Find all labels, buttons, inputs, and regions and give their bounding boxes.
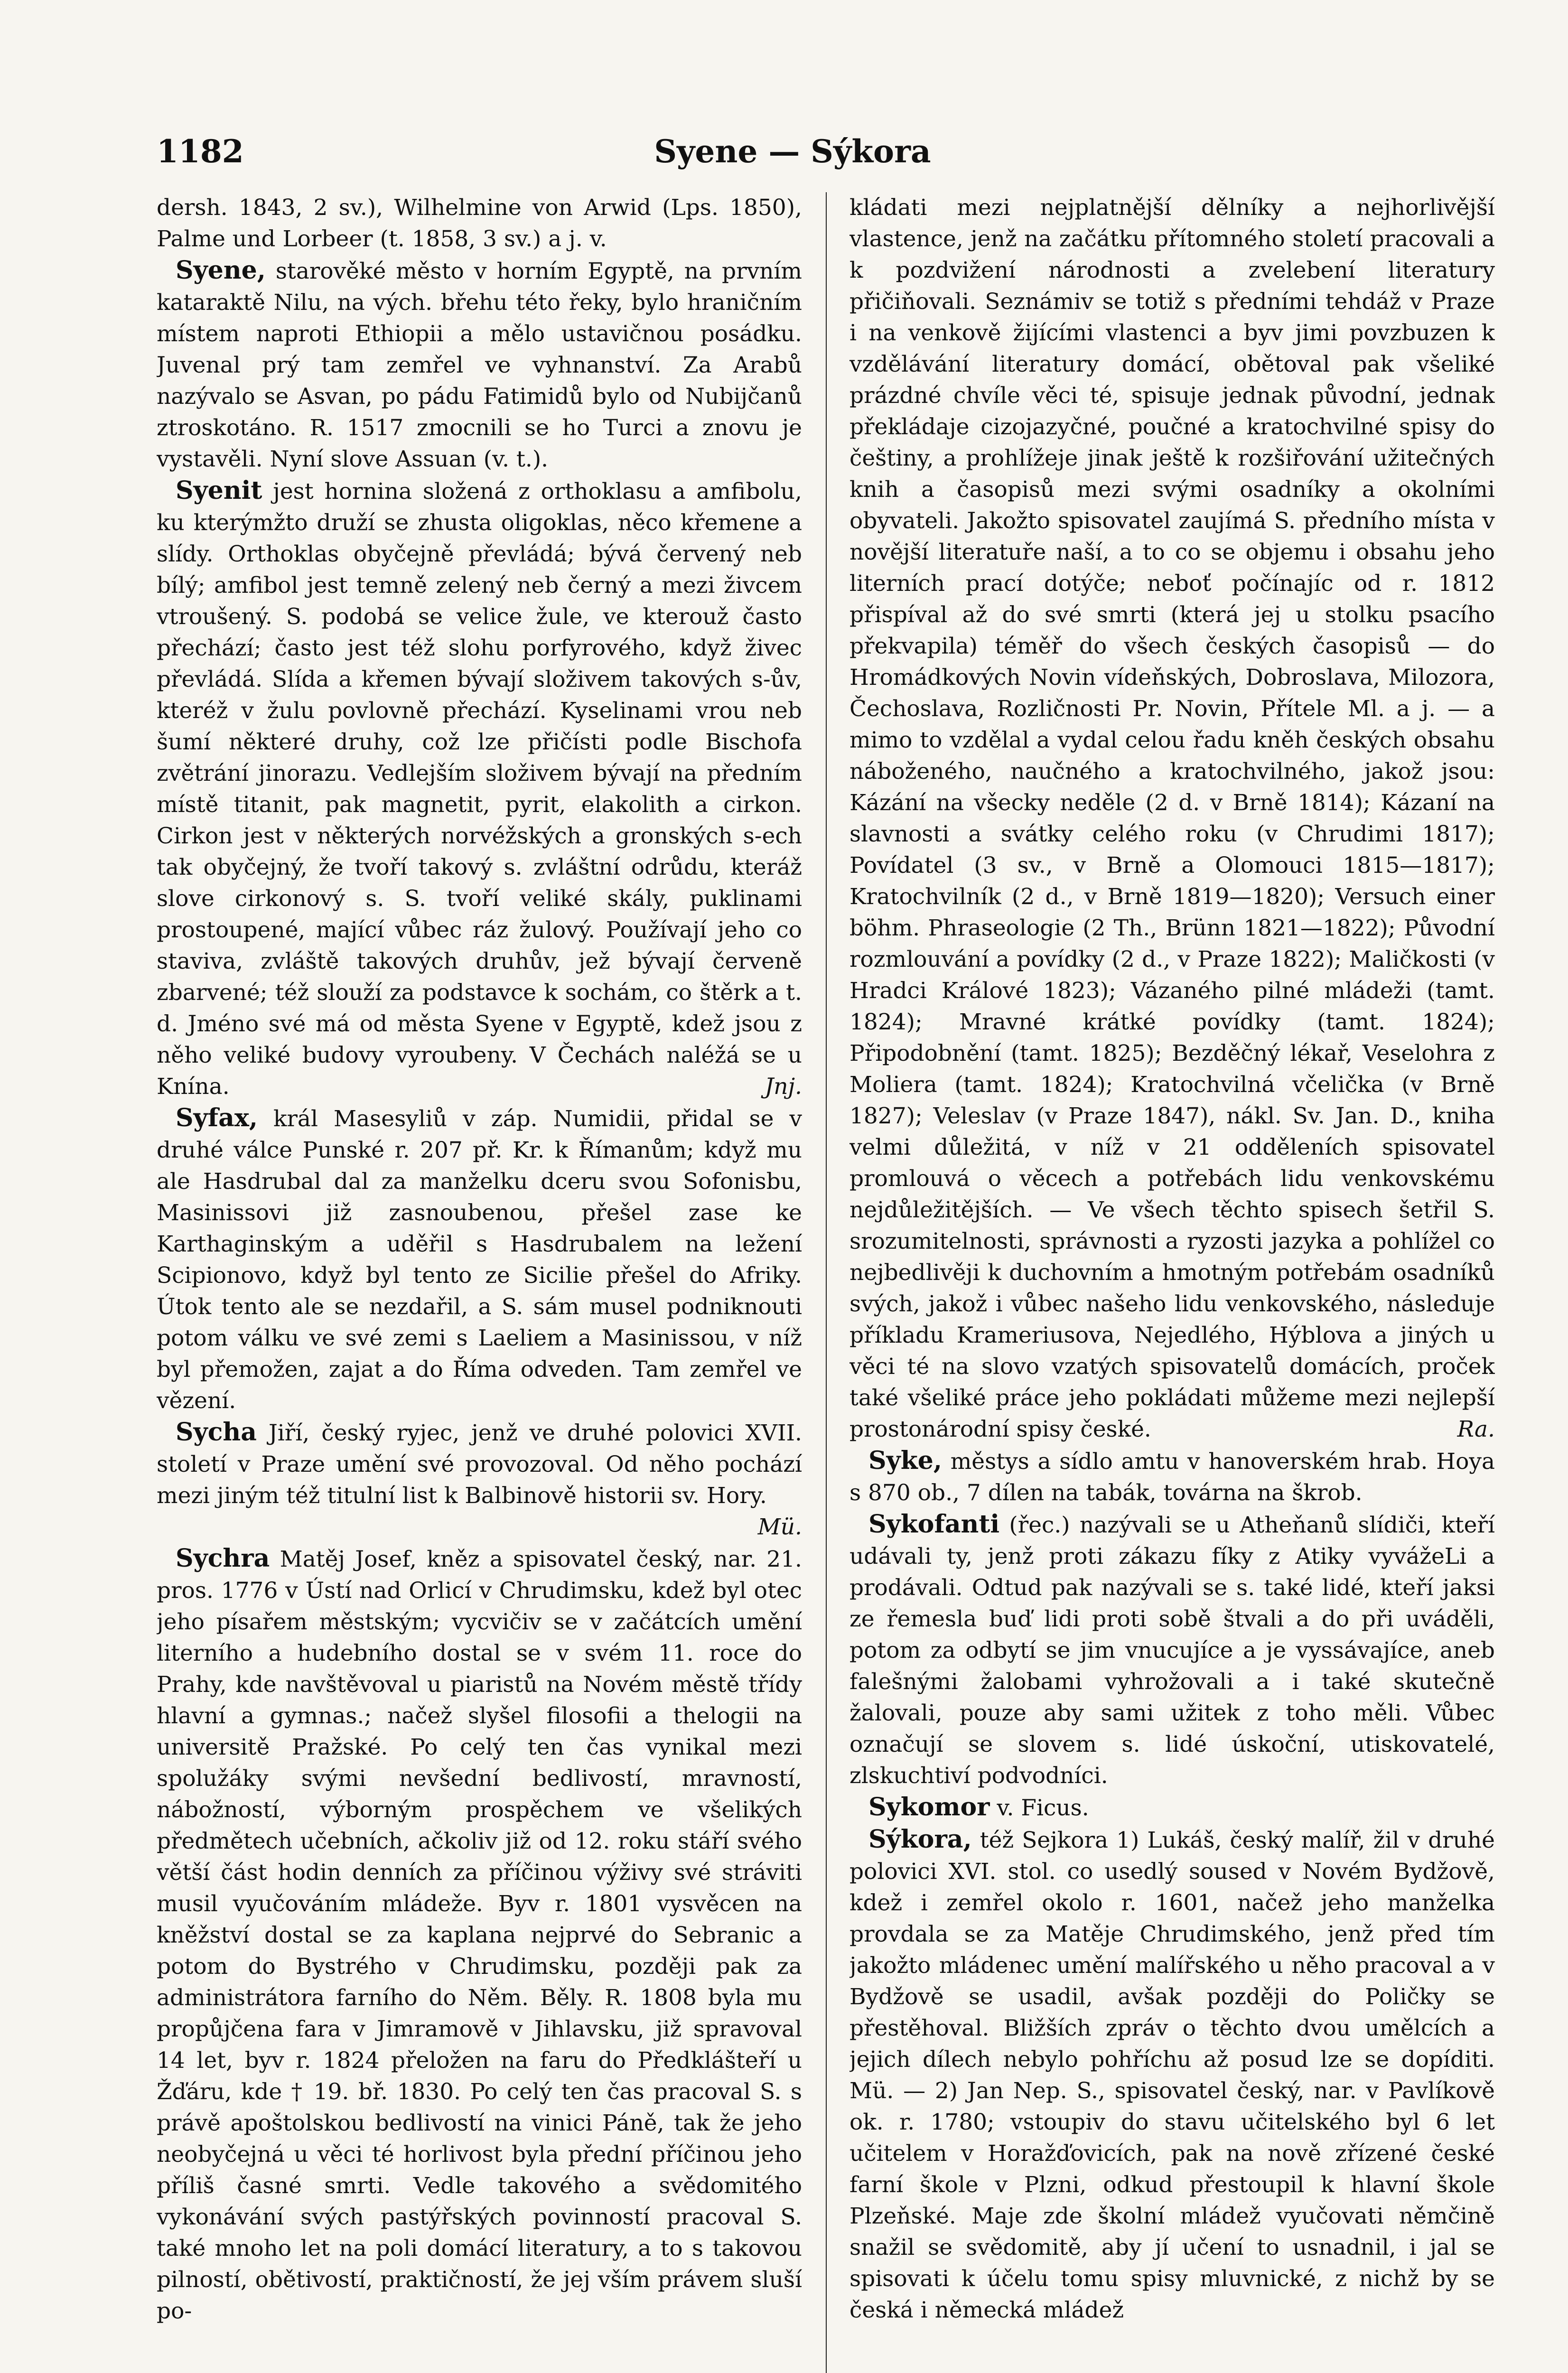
page-number: 1182 [157, 133, 244, 170]
entry-syenit [157, 475, 802, 1102]
column-divider [826, 192, 827, 2373]
entry-sycha [157, 1417, 802, 1540]
author-signature: Jnj. [765, 1074, 802, 1100]
entry-continuation [157, 192, 802, 255]
entry-headword: Syene, [176, 256, 266, 285]
running-head: Syene — Sýkora [654, 133, 931, 170]
entry-text: kládati mezi nejplatnější dělníky a nejhorlivější vlastence, jenž na začátku přítomného století pracovali a k pozdvižení národnosti a zvelebení literatury přičiňovali. Seznámiv se totiž s předními tehdáž v Praze i na venkově žijícími vlastenci a byv jimi povzbuzen k vzdělávání literatury domácí, obětoval pak všeliké prázdné chvíle věci té, spisuje jednak původní, jednak překládaje cizojazyčné, poučné a kratochvilné spisy do češtiny, a prohlížeje jinak ještě k rozšiřování užitečných knih a časopisů mezi svými osadníky a okolními obyvateli. Jakožto spisovatel zaujímá S. předního místa v novější literatuře naší, a to co se objemu i obsahu jeho literních prací dotýče; neboť počínajíc od r. 1812 přispíval až do své smrti (která jej u stolku psacího překvapila) téměř do všech českých časopisů — do Hromádkových Novin vídeňských, Dobroslava, Milozora, Čechoslava, Rozličnosti Pr. Novin, Přítele Ml. a j. — a mimo to vzdělal a vydal celou řadu kněh českých obsahu náboženého, naučného a kratochvilného, jakož jsou: Kázání na všecky neděle (2 d. v Brně 1814); Kázaní na slavnosti a svátky celého roku (v Chrudimi 1817); Povídatel (3 sv., v Brně a Olomouci 1815—1817); Kratochvilník (2 d., v Brně 1819—1820); Versuch einer böhm. Phraseologie (2 Th., Brünn 1821—1822); Původní rozmlouvání a povídky (2 d., v Praze 1822); Maličkosti (v Hradci Králové 1823); Vázaného pilné mládeži (tamt. 1824); Mravné krátké povídky (tamt. 1824); Připodobnění (tamt. 1825); Bezděčný lékař, Veselohra z Moliera (tamt. 1824); Kratochvilná včelička (v Brně 1827); Veleslav (v Praze 1847), nákl. Sv. Jan. D., kniha velmi důležitá, v níž v 21 odděleních spisovatel promlouvá o věcech a potřebách lidu venkovskému nejdůležitějších. — Ve všech těchto spisech šetřil S. srozumitelnosti, správnosti a ryzosti jazyka a pohlížel co nejbedlivěji k duchovním a hmotným potřebám osadníků svých, jakož i vůbec našeho lidu venkovského, následuje příkladu Krameriusova, Nejedlého, Hýblova a jiných u věci té na slovo vzatých spisovatelů domácích, proček také všeliké práce jeho pokládati můžeme mezi nejlepší prostonárodní spisy české. [849, 195, 1495, 1442]
author-signature: Ra. [1457, 1416, 1495, 1442]
entry-headword: Syfax, [176, 1103, 258, 1132]
entry-headword: Syke, [868, 1446, 942, 1475]
entry-headword: Sýkora, [868, 1825, 972, 1854]
entry-text: jest hornina složená z orthoklasu a amfibolu, ku kterýmžto druží se zhusta oligoklas, něco křemene a slídy. Orthoklas obyčejně převládá; bývá červený neb bílý; amfibol jest temně zelený neb černý a mezi živcem vtroušený. S. podobá se velice žule, ve kterouž často přechází; často jest též slohu porfyrového, když živec převládá. Slída a křemen bývají složivem takových s-ův, kteréž v žulu povlovně přechází. Kyselinami vrou neb šumí některé druhy, což lze přičísti podle Bischofa zvětrání jinorazu. Vedlejším složivem bývají na předním místě titanit, pak magnetit, pyrit, elakolith a cirkon. Cirkon jest v některých norvéžských a gronských s-ech tak obyčejný, že tvoří takový s. zvláštní odrůdu, kteráž slove cirkonový s. S. tvoří veliké skály, puklinami prostoupené, mající vůbec ráz žulový. Používají jeho co staviva, zvláště takových druhův, jež bývají červeně zbarvené; též slouží za podstavce k sochám, co štěrk a t. d. Jméno své má od města Syene v Egyptě, kdež jsou z něho veliké budovy vyroubeny. V Čechách naléžá se u Knína. [157, 478, 802, 1100]
entry-headword: Sykomor [868, 1793, 990, 1822]
entry-text: dersh. 1843, 2 sv.), Wilhelmine von Arwid (Lps. 1850), Palme und Lorbeer (t. 1858, 3 sv.) a j. v. [157, 195, 802, 252]
entry-text: Matěj Josef, kněz a spisovatel český, nar. 21. pros. 1776 v Ústí nad Orlicí v Chrudimsku, kdež byl otec jeho písařem městským; vycvičiv se v začátcích umění literního a hudebního dostal se v svém 11. roce do Prahy, kde navštěvoval u piaristů na Novém městě třídy hlavní a gymnas.; načež slyšel filosofii a thelogii na universitě Pražské. Po celý ten čas vynikal mezi spolužáky svými nevšední bedlivostí, mravností, nábožností, výborným prospěchem ve všelikých předmětech učebních, ačkoliv již od 12. roku stáří svého větší část hodin denních za příčinou výživy své stráviti musil vyučováním mládeže. Byv r. 1801 vysvěcen na kněžství dostal se za kaplana nejprvé do Sebranic a potom do Bystrého v Chrudimsku, později pak za administrátora farního do Něm. Běly. R. 1808 byla mu propůjčena fara v Jimramově v Jihlavsku, již spravoval 14 let, byv r. 1824 přeložen na faru do Předklášteří u Žďáru, kde † 19. bř. 1830. Po celý ten čas pracoval S. s právě apoštolskou bedlivostí na vinici Páně, tak že jeho neobyčejná u věci té horlivost byla přední příčinou jeho příliš časné smrti. Vedle takového a svědomitého vykonávání svých pastýřských povinností pracoval S. také mnoho let na poli domácí literatury, a to s takovou pilností, obětivostí, praktičností, že jej vším právem sluší po- [157, 1546, 802, 2324]
left-column [157, 192, 802, 2373]
author-signature: Mü. [757, 1514, 802, 1540]
page-header [157, 128, 1428, 190]
entry-sykofanti [849, 1509, 1495, 1792]
entry-syene [157, 255, 802, 475]
entry-text: starověké město v horním Egyptě, na prvním kataraktě Nilu, na vých. břehu této řeky, bylo hraničním místem naproti Ethiopii a mělo ustavičnou posádku. Juvenal prý tam zemřel ve vyhnanství. Za Arabů nazývalo se Asvan, po pádu Fatimidů bylo od Nubijčanů ztroskotáno. R. 1517 zmocnili se ho Turci a znovu je vystavěli. Nyní slove Assuan (v. t.). [157, 258, 802, 472]
right-column [849, 192, 1495, 2373]
entry-text: též Sejkora 1) Lukáš, český malíř, žil v druhé polovici XVI. stol. co usedlý soused v Novém Bydžově, kdež i zemřel okolo r. 1601, načež jeho manželka provdala se za Matěje Chrudimského, jenž před tím jakožto mládenec umění malířského u něho pracoval a v Bydžově se usadil, avšak později do Poličky se přestěhoval. Bližších zpráv o těchto dvou umělcích a jejich dílech nebylo pohříchu až posud lze se dopíditi. Mü. — 2) Jan Nep. S., spisovatel český, nar. v Pavlíkově ok. r. 1780; vstoupiv do stavu učitelského byl 6 let učitelem v Horažďovicích, pak na nově zřízené české farní škole v Plzni, odkud přestoupil k hlavní škole Plzeňské. Maje zde školní mládež vyučovati němčině snažil se svědomitě, aby jí učení to usnadnil, i jal se spisovati k účelu tomu spisy mluvnické, z nichž by se česká i německá mládež [849, 1827, 1495, 2323]
entry-headword: Sykofanti [868, 1510, 1000, 1539]
entry-text: Jiří, český ryjec, jenž ve druhé polovici XVII. století v Praze umění své provozoval. Od něho pochází mezi jiným též titulní list k Balbinově historii sv. Hory. [157, 1420, 802, 1509]
entry-syfax [157, 1102, 802, 1417]
entry-text: (řec.) nazývali se u Atheňanů slídiči, kteří udávali ty, jenž proti zákazu fíky z Atiky vyvážeLi a prodávali. Odtud pak nazývali se s. také lidé, kteří jaksi ze řemesla buď lidi proti sobě štvali a do při uváděli, potom za odbytí se jim vnucujíce a je vyssávajíce, aneb falešnými žalobami vyhrožovali a i také skutečně žalovali, pouze aby sami užitek z toho měli. Vůbec označují se slovem s. lidé úskoční, utiskovatelé, zlskuchtiví podvodníci. [849, 1512, 1495, 1789]
entry-text: král Masesyliů v záp. Numidii, přidal se v druhé válce Punské r. 207 př. Kr. k Římanům; když mu ale Hasdrubal dal za manželku dceru svou Sofonisbu, Masinissovi již zasnoubenou, přešel zase ke Karthaginským a uděřil s Hasdrubalem na ležení Scipionovo, když byl tento ze Sicilie přešel do Afriky. Útok tento ale se nezdařil, a S. sám musel podniknouti potom válku ve své zemi s Laeliem a Masinissou, v níž byl přemožen, zajat a do Říma odveden. Tam zemřel ve vězení. [157, 1106, 802, 1414]
entry-headword: Syenit [176, 476, 262, 505]
entry-headword: Sycha [176, 1418, 257, 1447]
entry-text: městys a sídlo amtu v hanoverském hrab. Hoya s 870 ob., 7 dílen na tabák, továrna na škrob. [849, 1448, 1495, 1506]
entry-headword: Sychra [176, 1544, 270, 1573]
entry-sykomor [849, 1792, 1495, 1824]
entry-continuation [849, 192, 1495, 1445]
entry-text: v. Ficus. [997, 1795, 1089, 1821]
entry-syke [849, 1445, 1495, 1509]
entry-sykora [849, 1824, 1495, 2326]
entry-sychra [157, 1543, 802, 2327]
